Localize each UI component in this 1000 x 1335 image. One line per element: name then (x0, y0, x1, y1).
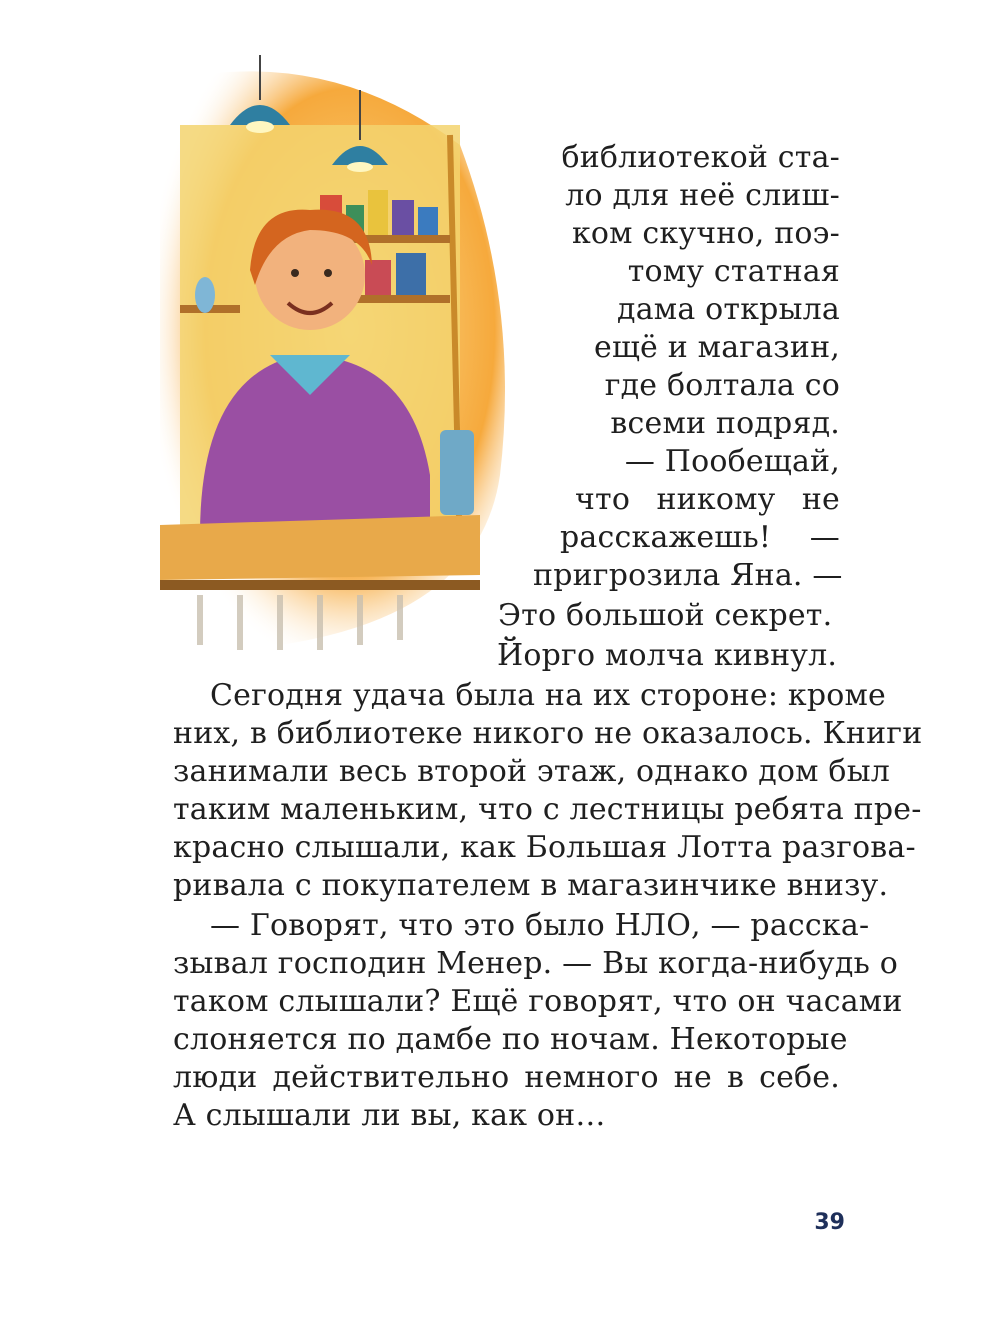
text-line: красно слышали, как Большая Лотта разгова- (173, 830, 916, 865)
text-line: тому статная (627, 254, 840, 289)
text-line: А слышали ли вы, как он… (173, 1098, 606, 1133)
text-line: занимали весь второй этаж, однако дом был (173, 754, 891, 789)
text-line: Йорго молча кивнул. (497, 638, 838, 673)
text-line: расскажешь! — (560, 520, 840, 555)
text-line: ривала с покупателем в магазинчике внизу. (173, 868, 889, 903)
text-line: где болтала со (604, 368, 840, 403)
jar (440, 430, 474, 515)
text-line: всеми подряд. (610, 406, 840, 441)
text-line: дама открыла (617, 292, 840, 327)
text-line: ло для неё слиш- (565, 178, 840, 213)
text-line: них, в библиотеке никого не оказалось. Книги (173, 716, 923, 751)
text-line: таким маленьким, что с лестницы ребята пре- (173, 792, 922, 827)
text-line: библиотекой ста- (561, 140, 840, 175)
text-line: ком скучно, поэ- (571, 216, 840, 251)
text-line: что никому не (575, 482, 840, 517)
text-line: ещё и магазин, (594, 330, 840, 365)
text-line: Сегодня удача была на их стороне: кроме (210, 678, 886, 713)
shopkeeper-illustration (160, 55, 520, 655)
text-line: — Пообещай, (624, 444, 840, 479)
text-line: слоняется по дамбе по ночам. Некоторые (173, 1022, 848, 1057)
text-line: — Говорят, что это было НЛО, — расска- (210, 908, 870, 943)
text-line: таком слышали? Ещё говорят, что он часами (173, 984, 903, 1019)
text-line: Это большой секрет. (498, 598, 833, 633)
text-line: пригрозила Яна. — (533, 558, 843, 593)
shop-counter (160, 515, 480, 580)
text-line: люди действительно немного не в себе. (173, 1060, 840, 1095)
text-line: зывал господин Менер. — Вы когда-нибудь о (173, 946, 899, 981)
page-number: 39 (814, 1210, 845, 1235)
